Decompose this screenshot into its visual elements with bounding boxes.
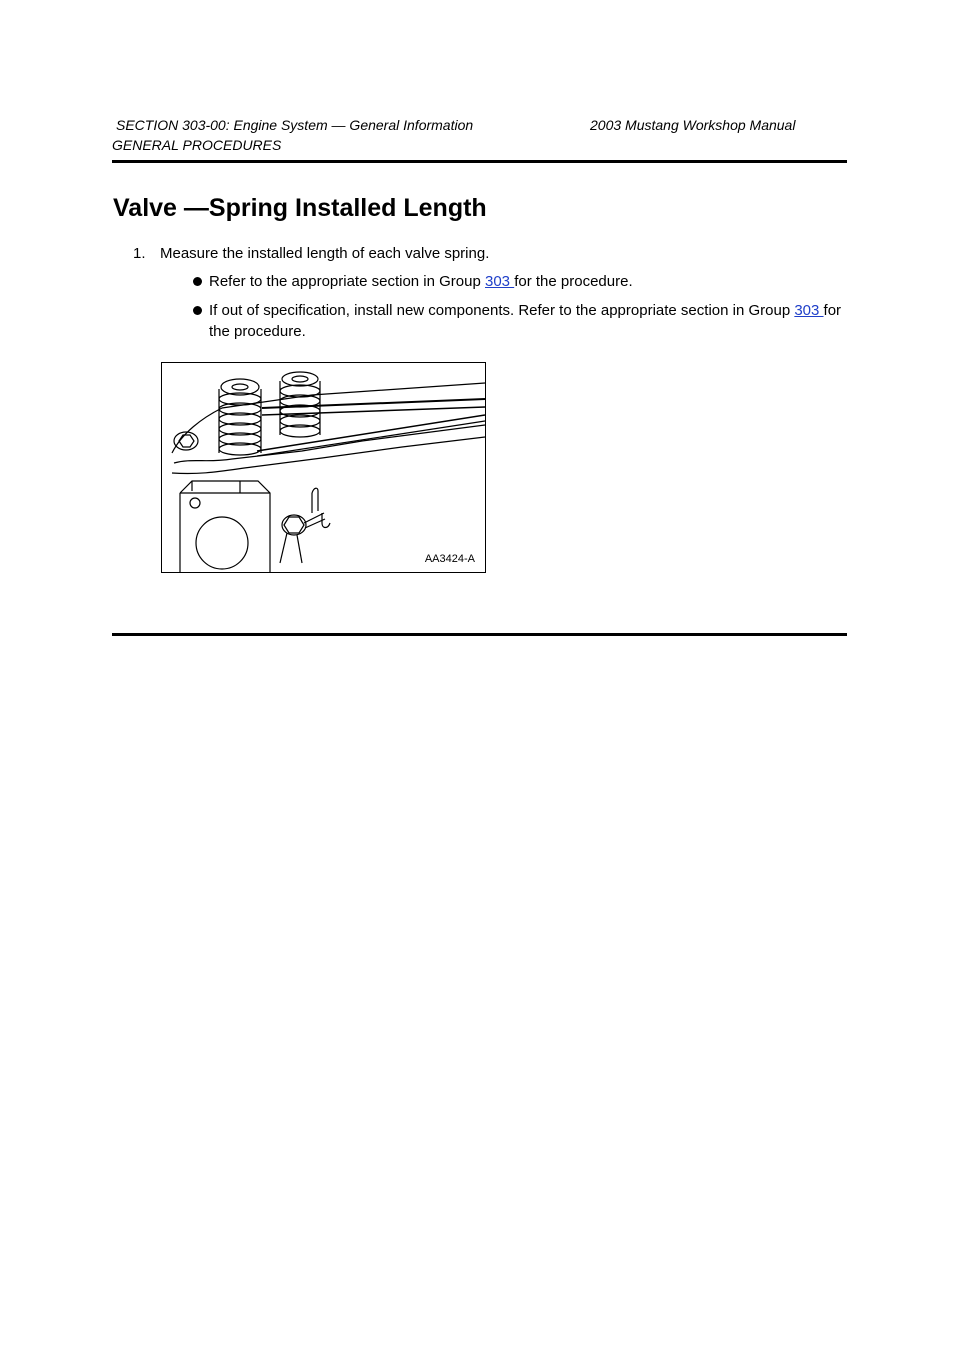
header-manual-title: 2003 Mustang Workshop Manual bbox=[590, 117, 796, 133]
footer-divider bbox=[112, 633, 847, 636]
valve-spring-figure bbox=[161, 362, 486, 573]
bullet-dot-icon bbox=[193, 306, 202, 315]
step-number: 1. bbox=[133, 245, 146, 262]
step-text: Measure the installed length of each valve spring. bbox=[160, 245, 490, 262]
step-1-bullet-2 bbox=[193, 300, 843, 342]
group-303-link[interactable]: 303 bbox=[794, 302, 824, 319]
header-divider bbox=[112, 160, 847, 163]
bullet-dot-icon bbox=[193, 277, 202, 286]
group-303-link[interactable]: 303 bbox=[485, 273, 515, 290]
figure-label: AA3424-A bbox=[424, 553, 475, 565]
bullet-text: If out of specification, install new components. Refer to the appropriate section in Group 303 for the procedure. bbox=[209, 302, 842, 340]
page-title: Valve —Spring Installed Length bbox=[113, 194, 487, 222]
step-1 bbox=[133, 245, 489, 262]
header-section-title: SECTION 303-00: Engine System — General Information bbox=[116, 117, 474, 133]
bullet-text: Refer to the appropriate section in Group 303 for the procedure. bbox=[209, 273, 633, 290]
step-1-bullet-1 bbox=[193, 271, 843, 292]
header-subsection: GENERAL PROCEDURES bbox=[112, 137, 282, 153]
valve-spring-measurement-icon bbox=[162, 363, 485, 572]
